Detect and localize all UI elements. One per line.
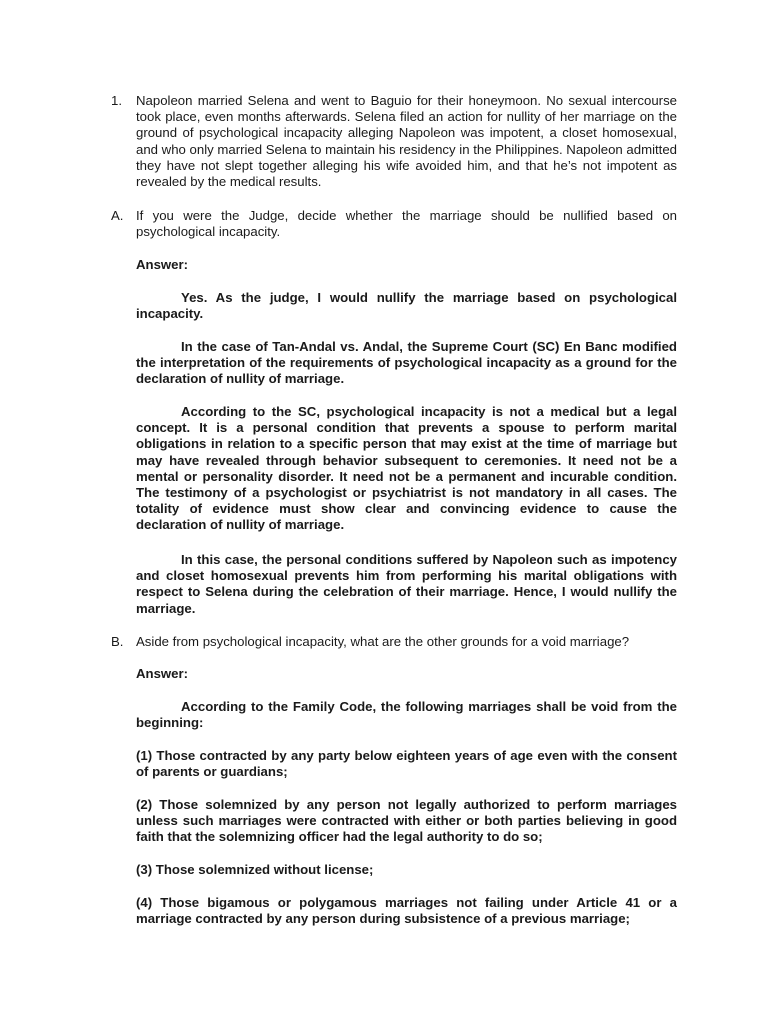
part-a-question: [111, 208, 677, 240]
part-a-answer-paragraph: In the case of Tan-Andal vs. Andal, the Supreme Court (SC) En Banc modified the interpretation of the requirements of psychological incapacity as a ground for the declaration of nullity of marriage.: [136, 339, 677, 387]
part-a-answer-label: Answer:: [136, 257, 189, 272]
part-a-answer-paragraph: In this case, the personal conditions suffered by Napoleon such as impotency and closet homosexual prevents him from performing his marital obligations with respect to Selena during the celebration of their marriage. Hence, I would nullify the marriage.: [136, 552, 677, 616]
void-ground-item: (3) Those solemnized without license;: [136, 862, 374, 877]
part-a-answer-paragraph: Yes. As the judge, I would nullify the marriage based on psychological incapacity.: [136, 290, 677, 322]
part-b-question-text: Aside from psychological incapacity, what are the other grounds for a void marriage?: [136, 634, 630, 649]
part-b-intro: According to the Family Code, the following marriages shall be void from the beginning:: [136, 699, 677, 731]
question-number: 1.: [111, 93, 122, 108]
part-b-marker: B.: [111, 634, 124, 649]
part-a-answer-paragraph: According to the SC, psychological incapacity is not a medical but a legal concept. It is a personal condition that prevents a spouse to perform marital obligations in relation to a specific person that may exist at the time of marriage but may have revealed through behavior subsequent to ceremonies. It need not be a mental or personality disorder. It need not be a permanent and incurable condition. The testimony of a psychologist or psychiatrist is not mandatory in all cases. The totality of evidence must show clear and convincing evidence to cause the declaration of nullity of marriage.: [136, 404, 677, 533]
void-ground-item: (1) Those contracted by any party below eighteen years of age even with the consent of parents or guardians;: [136, 748, 677, 780]
part-a-question-text: If you were the Judge, decide whether the marriage should be nullified based on psychological incapacity.: [136, 208, 677, 240]
question-1-text: Napoleon married Selena and went to Baguio for their honeymoon. No sexual intercourse took place, even months afterwards. Selena filed an action for nullity of her marriage on the ground of psychological incapacity alleging Napoleon was impotent, a closet homosexual, and who only married Selena to maintain his residency in the Philippines. Napoleon admitted they have not slept together alleging his wife avoided him, and that he’s not impotent as revealed by the medical results.: [136, 93, 678, 190]
part-b-answer-label: Answer:: [136, 666, 189, 681]
void-ground-item: (2) Those solemnized by any person not legally authorized to perform marriages unless such marriages were contracted with either or both parties believing in good faith that the solemnizing officer had the legal authority to do so;: [136, 797, 677, 845]
void-ground-item: (4) Those bigamous or polygamous marriages not failing under Article 41 or a marriage contracted by any person during subsistence of a previous marriage;: [136, 895, 677, 927]
part-b-question: [111, 634, 677, 650]
question-1: [111, 93, 678, 190]
part-a-marker: A.: [111, 208, 124, 223]
